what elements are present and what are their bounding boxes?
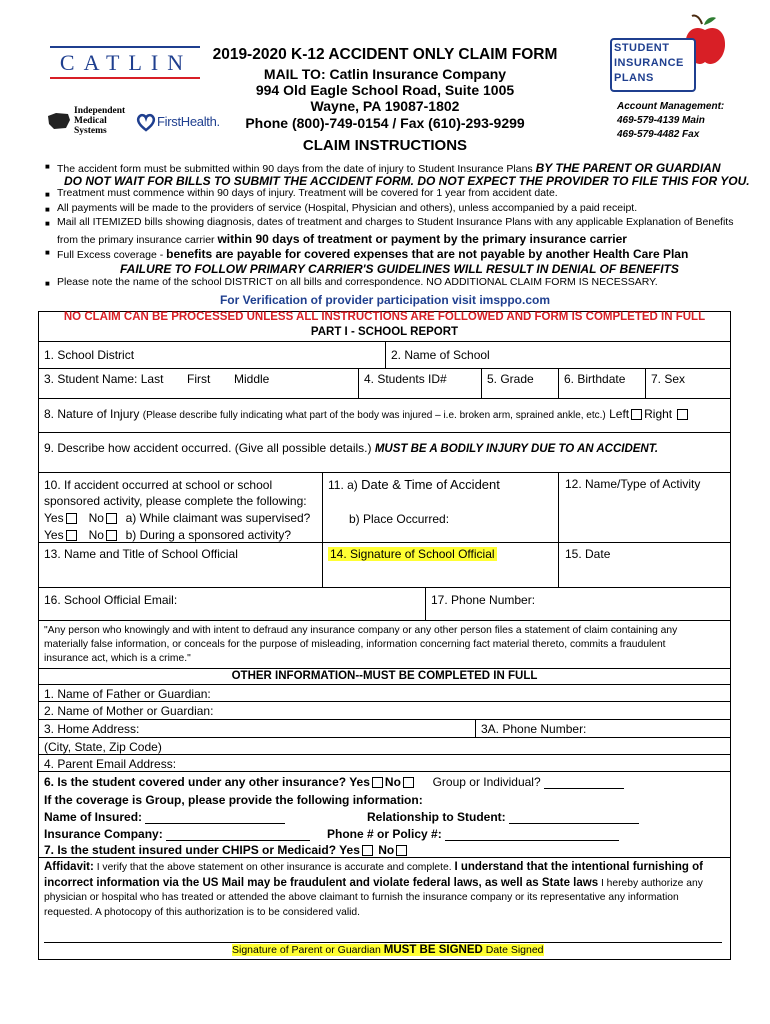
rule (38, 542, 731, 543)
verification-link[interactable]: For Verification of provider participation visit imsppo.com (219, 293, 551, 307)
instruction-2: Treatment must commence within 90 days of injury. Treatment will be covered for 1 year from accident date. (57, 187, 558, 199)
other-insurance-no-checkbox[interactable] (403, 777, 414, 788)
student-last-name-field[interactable]: 3. Student Name: Last (44, 372, 164, 386)
chips-medicaid-row: 7. Is the student insured under CHIPS or Medicaid? Yes No (44, 843, 409, 857)
rule (38, 472, 731, 473)
failure-warning: FAILURE TO FOLLOW PRIMARY CARRIER'S GUIDELINES WILL RESULT IN DENIAL OF BENEFITS (120, 262, 679, 276)
catlin-logo (50, 46, 202, 79)
rule (38, 668, 731, 669)
bullet-icon: ■ (45, 205, 50, 214)
address-line1: 994 Old Eagle School Road, Suite 1005 (255, 82, 515, 98)
account-management-label: Account Management: (617, 101, 725, 112)
signature-label: Signature of Parent or Guardian MUST BE SIGNED Date Signed (232, 944, 544, 956)
q10a-yes-checkbox[interactable] (66, 513, 77, 524)
instruction-1-line2: DO NOT WAIT FOR BILLS TO SUBMIT THE ACCIDENT FORM. DO NOT EXPECT THE PROVIDER TO FILE THIS FOR YOU. (64, 174, 750, 188)
sip-logo-line2: INSURANCE (614, 57, 684, 69)
relationship-field[interactable] (509, 811, 639, 824)
other-info-title: OTHER INFORMATION--MUST BE COMPLETED IN FULL (231, 670, 538, 682)
school-official-name-field[interactable]: 13. Name and Title of School Official (44, 547, 238, 561)
city-state-zip-field[interactable]: (City, State, Zip Code) (44, 740, 162, 754)
sip-logo-line3: PLANS (614, 72, 654, 84)
other-insurance-row: 6. Is the student covered under any other insurance? Yes No Group or Individual? (44, 775, 624, 789)
school-official-signature-field[interactable]: 14. Signature of School Official (330, 547, 495, 561)
rule (38, 620, 731, 621)
bullet-icon: ■ (45, 219, 50, 228)
q10b-yes-checkbox[interactable] (66, 530, 77, 541)
rule (38, 857, 731, 858)
students-id-field[interactable]: 4. Students ID# (364, 372, 447, 386)
rule (38, 737, 731, 738)
left-checkbox[interactable] (631, 409, 642, 420)
ims-logo-text: Independent Medical Systems (74, 106, 126, 136)
q10b-no-checkbox[interactable] (106, 530, 117, 541)
catlin-logo-text: CATLIN (59, 50, 193, 75)
rule (645, 368, 646, 398)
claim-instructions-heading: CLAIM INSTRUCTIONS (302, 137, 468, 154)
rule (38, 719, 731, 720)
date-field[interactable]: 15. Date (565, 547, 611, 561)
insurance-company-row: Insurance Company: (44, 827, 310, 841)
parent-email-field[interactable]: 4. Parent Email Address: (44, 757, 177, 771)
right-checkbox[interactable] (677, 409, 688, 420)
signature-line[interactable] (44, 942, 722, 943)
school-name-field[interactable]: 2. Name of School (391, 348, 490, 362)
school-district-field[interactable]: 1. School District (44, 348, 135, 362)
policy-field[interactable] (445, 828, 619, 841)
heart-icon (136, 112, 156, 132)
ims-logo (46, 106, 136, 136)
ims-map-icon (46, 110, 72, 132)
instruction-6: Please note the name of the school DISTRICT on all bills and correspondence. NO ADDITIONAL CLAIM FORM IS NECESSARY. (57, 276, 658, 288)
mother-guardian-field[interactable]: 2. Name of Mother or Guardian: (44, 704, 214, 718)
rule (38, 754, 731, 755)
rule (481, 368, 482, 398)
grade-field[interactable]: 5. Grade (487, 372, 534, 386)
affidavit: Affidavit: I verify that the above statement on other insurance is accurate and complete. I understand that the intentional furnishing of incorrect information via the US Mail may be fraudulent and violate federal laws, as well as State laws I hereby authorize any physician or hospital who has treated or attended the above claimant to furnish the insurance company or its representative any information requested. A photocopy of this authorization is to be considered valid. (44, 861, 703, 918)
rule (38, 587, 731, 588)
bullet-icon: ■ (45, 190, 50, 199)
mail-to: MAIL TO: Catlin Insurance Company (263, 66, 507, 82)
home-address-field[interactable]: 3. Home Address: (44, 722, 140, 736)
insured-name-row: Name of Insured: (44, 810, 285, 824)
group-individual-field[interactable] (544, 776, 624, 789)
chips-yes-checkbox[interactable] (362, 845, 373, 856)
student-middle-name-field[interactable]: Middle (234, 372, 270, 386)
rule (38, 432, 731, 433)
father-guardian-field[interactable]: 1. Name of Father or Guardian: (44, 687, 211, 701)
rule (38, 771, 731, 772)
q10-label-line2: sponsored activity, please complete the following: (44, 494, 307, 508)
rule (558, 368, 559, 398)
firsthealth-text: FirstHealth. (157, 114, 220, 129)
birthdate-field[interactable]: 6. Birthdate (564, 372, 626, 386)
student-insurance-plans-logo (610, 12, 730, 92)
place-occurred-field[interactable]: b) Place Occurred: (349, 512, 450, 526)
insured-name-field[interactable] (145, 811, 285, 824)
rule (38, 684, 731, 685)
instruction-4-line2: from the primary insurance carrier within 90 days of treatment or payment by the primary insurance carrier (57, 232, 627, 246)
form-title: 2019-2020 K-12 ACCIDENT ONLY CLAIM FORM (212, 46, 558, 63)
instruction-1: The accident form must be submitted within 90 days from the date of injury to Student Insurance Plans BY THE PARENT OR GUARDIAN (57, 161, 721, 175)
nature-of-injury-field[interactable]: 8. Nature of Injury (Please describe fully indicating what part of the body was injured – i.e. broken arm, sprained ankle, etc.) Left Right (44, 407, 690, 421)
rule (322, 472, 323, 587)
q10a-no-checkbox[interactable] (106, 513, 117, 524)
q10-label-line1: 10. If accident occurred at school or school (44, 478, 273, 492)
instruction-5: Full Excess coverage - benefits are payable for covered expenses that are not payable by another Health Care Plan (57, 247, 689, 261)
no-claim-warning: NO CLAIM CAN BE PROCESSED UNLESS ALL INSTRUCTIONS ARE FOLLOWED AND FORM IS COMPLETED IN FULL (63, 311, 706, 323)
account-management-fax: 469-579-4482 Fax (617, 129, 700, 140)
bullet-icon: ■ (45, 162, 50, 171)
rule (38, 398, 731, 399)
insurance-company-field[interactable] (166, 828, 310, 841)
date-time-of-accident-field[interactable]: 11. a) Date & Time of Accident (328, 477, 500, 492)
rule (38, 368, 731, 369)
rule (425, 587, 426, 620)
rule (358, 368, 359, 398)
sip-logo-line1: STUDENT (614, 42, 670, 54)
policy-row: Phone # or Policy #: (327, 827, 619, 841)
rule (38, 701, 731, 702)
rule (385, 341, 386, 368)
fraud-warning: "Any person who knowingly and with intent to defraud any insurance company or any other person files a statement of claim containing any materially false information, or conceals for the purpose of misleading, information concerning fact material thereto, commits a fraudulent insurance act, which is a crime." (44, 625, 678, 664)
phone-fax: Phone (800)-749-0154 / Fax (610)-293-9299 (245, 115, 525, 131)
phone-number-field[interactable]: 17. Phone Number: (431, 593, 536, 607)
school-official-email-field[interactable]: 16. School Official Email: (44, 593, 178, 607)
q10b-row: Yes No b) During a sponsored activity? (44, 528, 292, 542)
q10a-row: Yes No a) While claimant was supervised? (44, 511, 311, 525)
phone-3a-field[interactable]: 3A. Phone Number: (481, 722, 587, 736)
rule (558, 472, 559, 587)
address-line2: Wayne, PA 19087-1802 (310, 98, 460, 114)
part1-title: PART I - SCHOOL REPORT (310, 326, 459, 338)
describe-accident-field[interactable]: 9. Describe how accident occurred. (Give all possible details.) MUST BE A BODILY INJURY DUE TO AN ACCIDENT. (44, 441, 659, 455)
group-info-label: If the coverage is Group, please provide the following information: (44, 793, 423, 807)
rule (475, 719, 476, 737)
chips-no-checkbox[interactable] (396, 845, 407, 856)
bullet-icon: ■ (45, 279, 50, 288)
other-insurance-yes-checkbox[interactable] (372, 777, 383, 788)
instruction-4: Mail all ITEMIZED bills showing diagnosis, dates of treatment and charges to Student Insurance Plans with any applicable Explanation of Benefits (57, 216, 734, 228)
account-management-main: 469-579-4139 Main (617, 115, 705, 126)
student-first-name-field[interactable]: First (187, 372, 211, 386)
instruction-3: All payments will be made to the providers of service (Hospital, Physician and others), unless accompanied by a paid receipt. (57, 202, 638, 214)
sex-field[interactable]: 7. Sex (651, 372, 686, 386)
bullet-icon: ■ (45, 248, 50, 257)
relationship-row: Relationship to Student: (367, 810, 639, 824)
activity-type-field[interactable]: 12. Name/Type of Activity (565, 477, 701, 491)
